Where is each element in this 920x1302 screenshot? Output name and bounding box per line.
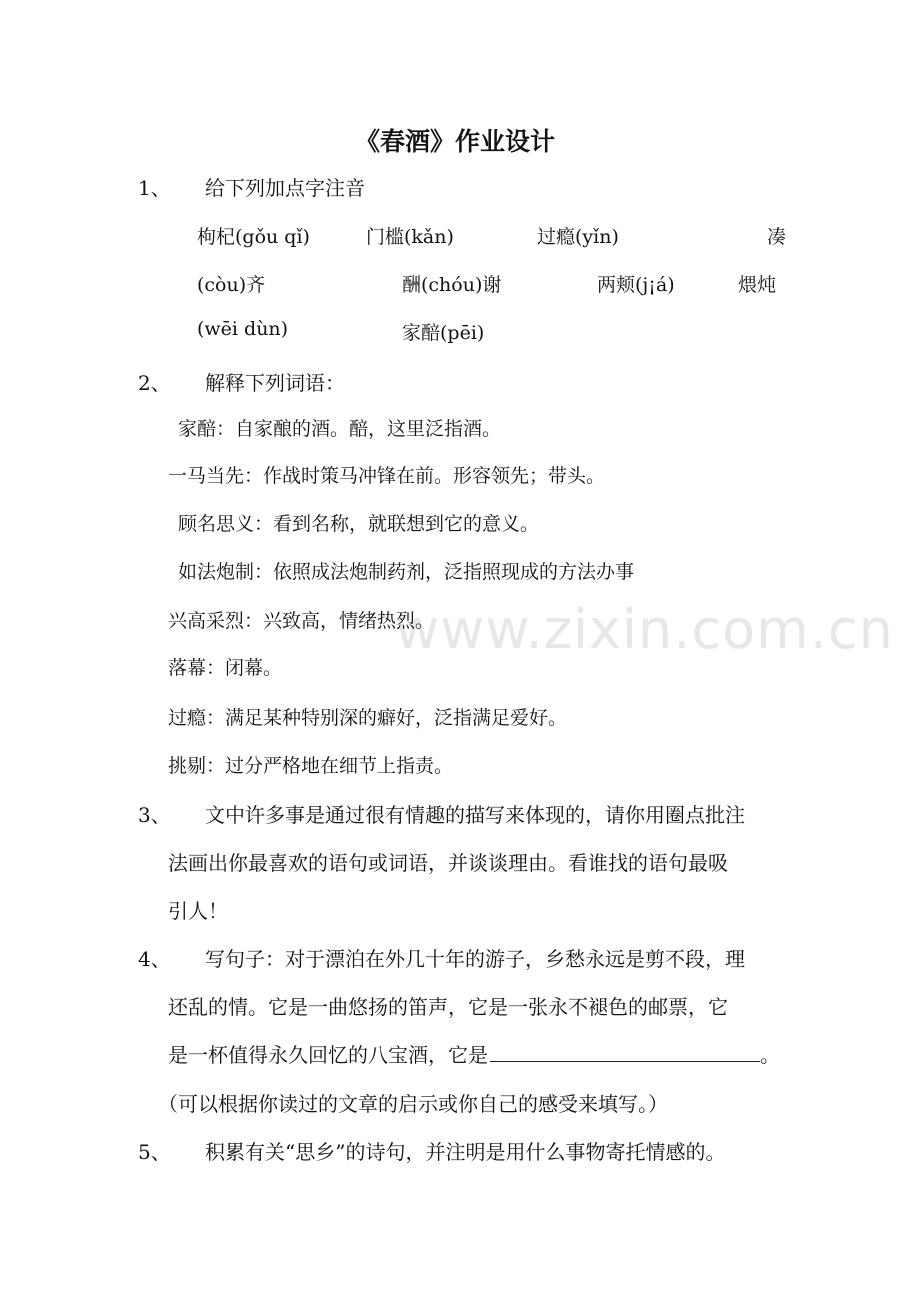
definition-item: 落幕：闭幕。 — [168, 657, 283, 679]
question-4-note: （可以根据你读过的文章的启示或你自己的感受来填写。） — [158, 1092, 668, 1116]
question-4-line: 写句子：对于漂泊在外几十年的游子，乡愁永远是剪不段，理 — [205, 947, 745, 971]
pinyin-item: (còu)齐 — [197, 274, 266, 296]
definition-item: 挑剔：过分严格地在细节上指责。 — [168, 755, 454, 777]
pinyin-item: (wēi dùn) — [197, 318, 289, 340]
question-4-line-end: 。 — [760, 1043, 780, 1067]
definition-item: 顾名思义：看到名称，就联想到它的意义。 — [178, 513, 540, 535]
definition-item: 如法炮制：依照成法炮制药剂，泛指照现成的方法办事 — [178, 561, 635, 583]
pinyin-item: 门槛(kǎn) — [366, 226, 454, 248]
pinyin-item: 家醅(pēi) — [402, 322, 485, 344]
question-4-number: 4、 — [138, 947, 171, 971]
question-2-prompt: 解释下列词语： — [205, 371, 345, 395]
question-5-number: 5、 — [138, 1140, 171, 1164]
question-1-number: 1、 — [138, 176, 171, 200]
page-title: 《春酒》作业设计 — [355, 127, 556, 156]
pinyin-item: 酬(chóu)谢 — [402, 274, 502, 296]
pinyin-item: 凑 — [767, 226, 787, 248]
pinyin-item: 煨炖 — [738, 274, 777, 296]
question-3-line: 文中许多事是通过很有情趣的描写来体现的，请你用圈点批注 — [205, 803, 745, 827]
question-1-prompt: 给下列加点字注音 — [205, 176, 365, 200]
definition-item: 一马当先：作战时策马冲锋在前。形容领先；带头。 — [168, 465, 606, 487]
question-4-fill-line — [168, 1039, 780, 1068]
definition-item: 兴高采烈：兴致高，情绪热烈。 — [168, 610, 435, 632]
pinyin-item: 两颊(j¡á) — [597, 274, 675, 296]
question-5-prompt: 积累有关“思乡”的诗句，并注明是用什么事物寄托情感的。 — [205, 1140, 726, 1164]
definition-item: 家醅：自家酿的酒。醅，这里泛指酒。 — [178, 418, 502, 440]
question-3-line: 法画出你最喜欢的语句或词语，并谈谈理由。看谁找的语句最吸 — [168, 851, 728, 875]
question-4-line: 还乱的情。它是一曲悠扬的笛声，它是一张永不褪色的邮票，它 — [168, 995, 728, 1019]
question-2-number: 2、 — [138, 371, 171, 395]
watermark: www.zixin.com.cn — [395, 598, 894, 661]
answer-blank[interactable] — [490, 1043, 760, 1062]
question-4-line: 是一杯值得永久回忆的八宝酒，它是 — [168, 1043, 488, 1067]
question-3-number: 3、 — [138, 803, 171, 827]
pinyin-item: 枸杞(gǒu qǐ) — [197, 226, 310, 248]
definition-item: 过瘾：满足某种特别深的癖好，泛指满足爱好。 — [168, 707, 568, 729]
pinyin-item: 过瘾(yǐn) — [537, 226, 619, 248]
question-3-line: 引人！ — [168, 899, 228, 923]
